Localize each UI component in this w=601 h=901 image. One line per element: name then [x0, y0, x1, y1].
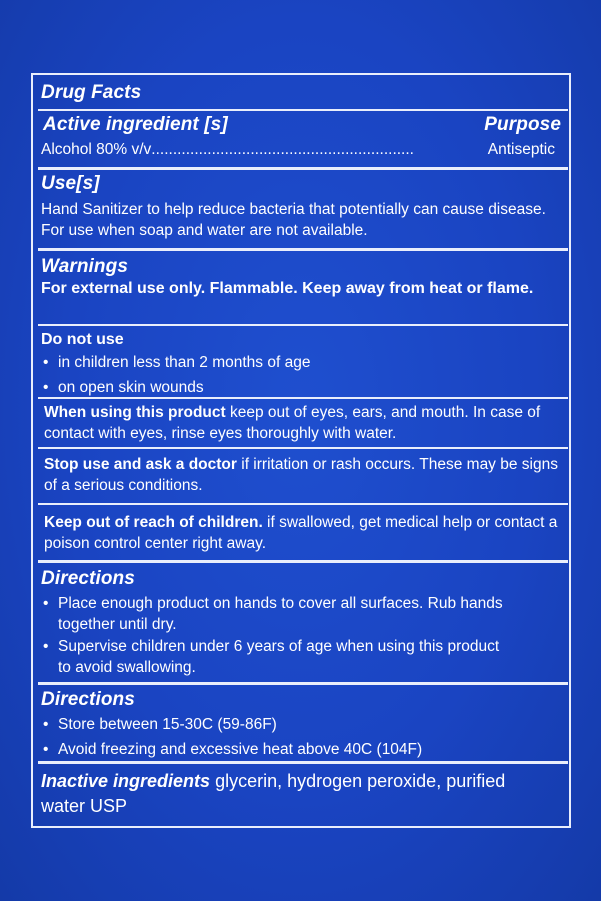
storage-directions-section [41, 689, 565, 760]
divider [38, 167, 568, 170]
do-not-use-heading: Do not use [41, 331, 124, 348]
stop-use-text: if irritation or rash occurs. These may be signs of a serious conditions. [44, 456, 558, 494]
uses-text: Hand Sanitizer to help reduce bacteria that potentially can cause disease. For use when soap and water are not available. [41, 201, 546, 239]
directions-section [41, 568, 565, 678]
list-item: • Place enough product on hands to cover all surfaces. Rub hands together until dry. [41, 593, 535, 635]
stop-use-label: Stop use and ask a doctor [44, 456, 237, 473]
keep-out-section [44, 512, 565, 554]
stop-use-section [44, 454, 565, 496]
inactive-ingredients-section [41, 769, 529, 819]
list-item: • on open skin wounds [41, 377, 565, 398]
drug-facts-panel [31, 73, 571, 828]
divider [38, 248, 568, 251]
divider [38, 447, 568, 449]
divider [38, 324, 568, 326]
warnings-section [41, 256, 565, 299]
divider [38, 397, 568, 399]
keep-out-text: if swallowed, get medical help or contact a poison control center right away. [44, 514, 558, 552]
purpose-heading: Purpose [484, 114, 561, 135]
divider [38, 109, 568, 111]
warnings-text: For external use only. Flammable. Keep away from heat or flame. [41, 280, 534, 297]
active-ingredient-name: Alcohol 80% v/v [41, 141, 152, 158]
drug-facts-title: Drug Facts [41, 82, 142, 103]
divider [38, 682, 568, 685]
when-using-text: keep out of eyes, ears, and mouth. In case of contact with eyes, rinse eyes thoroughly with water. [44, 404, 541, 442]
uses-heading: Use[s] [41, 173, 100, 194]
storage-directions-heading: Directions [41, 689, 135, 710]
inactive-ingredients-label: Inactive ingredients [41, 771, 211, 791]
when-using-label: When using this product [44, 404, 226, 421]
active-ingredient-purpose: Antiseptic [487, 141, 555, 158]
active-ingredient-section [41, 114, 565, 160]
warnings-heading: Warnings [41, 256, 129, 277]
when-using-section [44, 402, 565, 444]
divider [38, 560, 568, 563]
list-item: • Store between 15-30C (59-86F) [41, 714, 565, 735]
inactive-ingredients-text: glycerin, hydrogen peroxide, purified water USP [41, 771, 506, 816]
directions-heading: Directions [41, 568, 135, 589]
divider [38, 503, 568, 505]
active-ingredient-heading: Active ingredient [s] [43, 114, 228, 135]
list-item: • in children less than 2 months of age [41, 352, 565, 373]
keep-out-label: Keep out of reach of children. [44, 514, 263, 531]
divider [38, 761, 568, 764]
list-item: • Avoid freezing and excessive heat above 40C (104F) [41, 739, 565, 760]
do-not-use-section [41, 329, 565, 398]
uses-section [41, 173, 565, 241]
list-item: • Supervise children under 6 years of age when using this product to avoid swallowing. [41, 636, 535, 678]
leader-dots: ............................................................. [151, 141, 414, 158]
